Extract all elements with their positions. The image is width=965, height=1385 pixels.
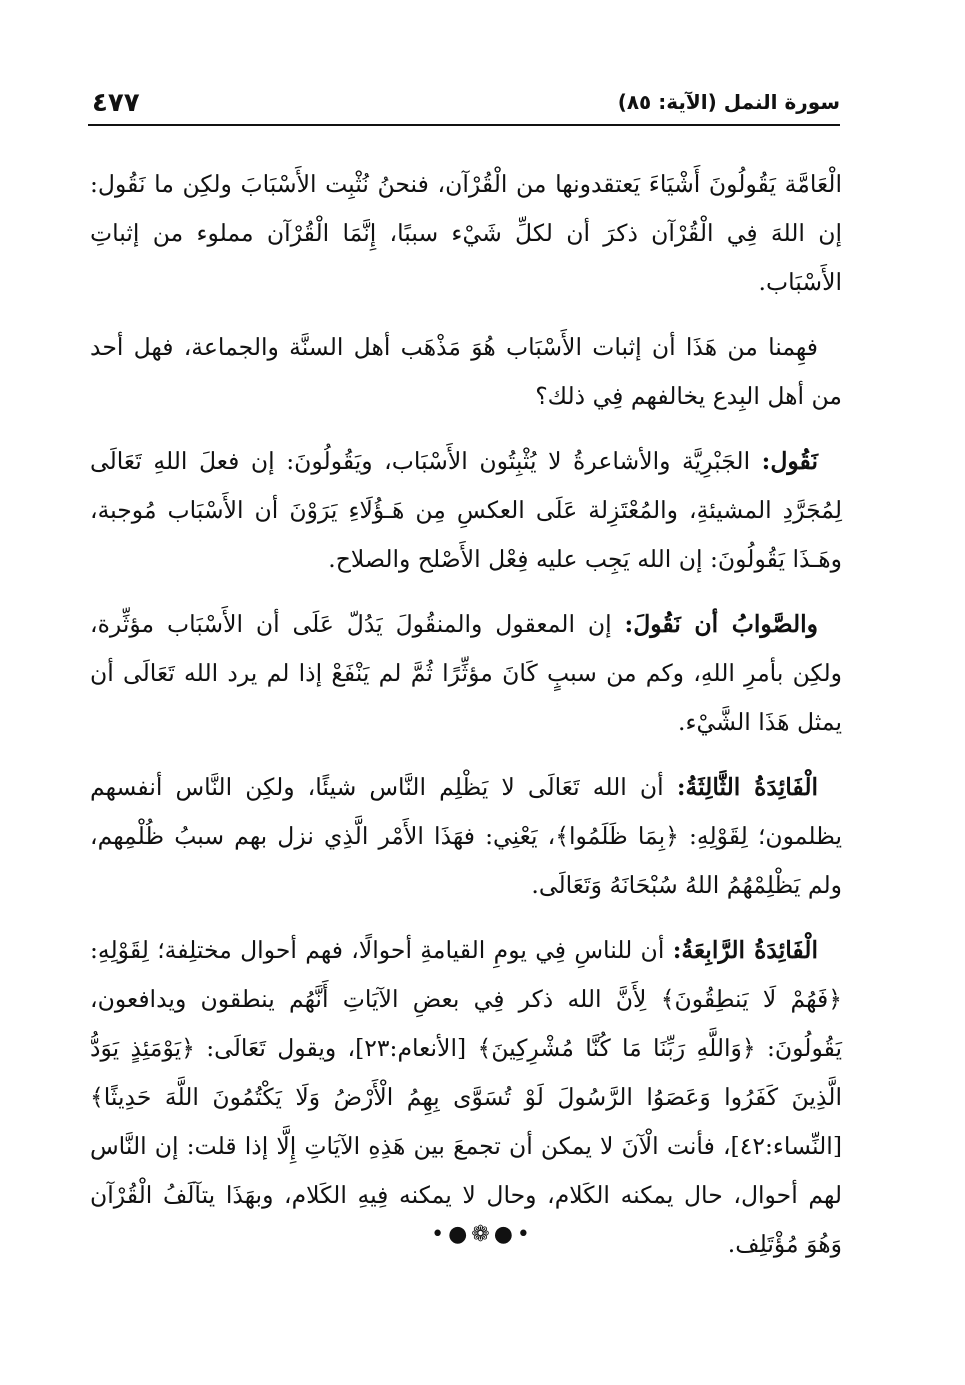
paragraph-text: الجَبْرِيَّة والأشاعرةُ لا يُثْبِتُون الأَسْبَاب، ويَقُولُونَ: إن فعلَ اللهِ تَعَالَى لِمُجَرَّدِ المشيئةِ، والمُعْتَزِلة عَلَى العكسِ مِن هَـؤُلَاءِ يَرَوْنَ أن الأَسْبَاب مُوجبة، وهَـذَا يَقُولُونَ: إن الله يَجِب عليه فِعْل الأَصْلح والصلاح.	[90, 447, 842, 573]
paragraph-lead: والصَّوابُ أن نَقُولَ:	[624, 610, 818, 638]
page-number: ٤٧٧	[92, 88, 140, 118]
paragraph-text: فهِمنا من هَذَا أن إثبات الأَسْبَاب هُوَ مَذْهَب أهل السنَّة والجماعة، فهل أحد من أهل البِدع يخالفهم فِي ذلك؟	[90, 333, 842, 410]
paragraph-lead: نَقُول:	[761, 447, 818, 475]
paragraph-text: أن الله تَعَالَى لا يَظْلِم النَّاس شيئًا، ولكِن النَّاس أنفسهم يظلمون؛ لِقَوْلِهِ: ﴿بِمَا ظَلَمُوا﴾، يَعْنِي: فهَذَا الأَمْر الَّذِي نزل بهم سببُ ظُلْمِهم، ولم يَظْلِمْهُمُ اللهُ سُبْحَانَهُ وَتَعَالَى.	[90, 773, 842, 899]
paragraph	[90, 160, 842, 307]
paragraph	[90, 323, 842, 421]
paragraph	[90, 437, 842, 584]
paragraph	[90, 763, 842, 910]
end-ornament-icon: •●❁●•	[431, 1222, 534, 1247]
page-body	[90, 160, 842, 1285]
page-header	[88, 88, 840, 122]
running-title: سورة النمل (الآية: ٨٥)	[617, 90, 840, 114]
paragraph-lead: الْفَائِدَةُ الثَّالِثَةُ:	[676, 773, 819, 801]
paragraph	[90, 926, 842, 1269]
paragraph-text: إن المعقول والمنقُولَ يَدُلّ عَلَى أن الأَسْبَاب مؤثِّرة، ولكِن بأمرِ اللهِ، وكم من سببٍ كَانَ مؤثِّرًا ثُمَّ لم يَنْفَعْ إذا لم يرد الله تَعَالَى أن يمثل هَذَا الشَّيْء.	[90, 610, 842, 736]
paragraph-lead: الْفَائِدَةُ الرَّابِعَةُ:	[672, 936, 818, 964]
paragraph	[90, 600, 842, 747]
paragraph-text: أن للناسِ فِي يومِ القيامةِ أحوالًا، فهم أحوال مختلِفة؛ لِقَوْلِهِ: ﴿فَهُمْ لَا يَنطِقُونَ﴾ لِأَنَّ الله ذكر فِي بعضِ الآيَاتِ أَنَّهُم ينطقون ويدافعون، يَقُولُونَ: ﴿وَاللَّهِ رَبِّنَا مَا كُنَّا مُشْرِكِينَ﴾ [الأنعام:٢٣]، ويقول تَعَالَى: ﴿يَوْمَئِذٍ يَوَدُّ الَّذِينَ كَفَرُوا وَعَصَوُا الرَّسُولَ لَوْ تُسَوَّى بِهِمُ الْأَرْضُ وَلَا يَكْتُمُونَ اللَّهَ حَدِيثًا﴾ [النِّساء:٤٢]، فأنت الْآنَ لا يمكن أن تجمعَ بين هَذِهِ الآيَاتِ إِلَّا إذا قلت: إن النَّاس لهم أحوال، حال يمكنه الكَلام، وحال لا يمكنه فِيهِ الكَلام، وبهَذَا يتآلَفُ الْقُرْآن وَهُوَ مُؤْتَلِف.	[90, 936, 843, 1258]
header-rule	[88, 124, 840, 126]
paragraph-text: الْعَامَّة يَقُولُونَ أَشْيَاءَ يَعتقدونها من الْقُرْآن، فنحنُ نُثْبِت الأَسْبَابَ ولكِن ما نَقُول: إن اللهَ فِي الْقُرْآن ذكرَ أن لكلِّ شَيْء سببًا، إِنَّمَا الْقُرْآن مملوء من إثباتِ الأَسْبَاب.	[90, 170, 843, 296]
